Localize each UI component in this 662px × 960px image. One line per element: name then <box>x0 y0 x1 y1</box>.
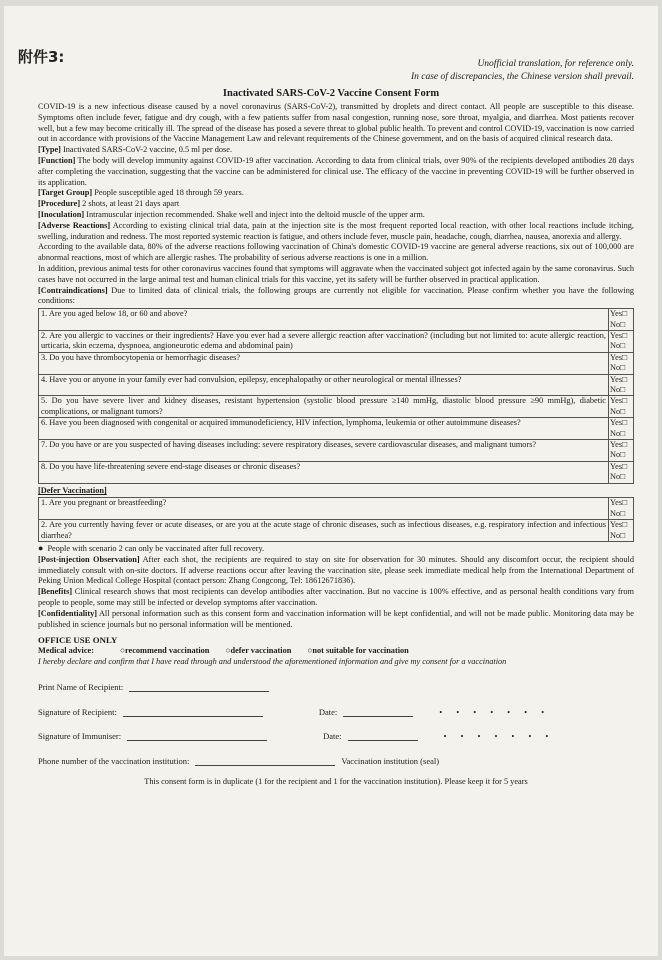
defer-vaccination-heading: [Defer Vaccination] <box>38 485 107 495</box>
yes-checkbox[interactable]: Yes□ <box>610 330 628 340</box>
table-row: 1. Are you aged below 18, or 60 and above? Yes□ No□ <box>39 309 634 331</box>
no-checkbox[interactable]: No□ <box>610 363 626 373</box>
yes-checkbox[interactable]: Yes□ <box>610 461 628 471</box>
contraindications-table <box>38 308 634 484</box>
medical-advice-row <box>38 646 634 657</box>
no-checkbox[interactable]: No□ <box>610 341 626 351</box>
yes-checkbox[interactable]: Yes□ <box>610 352 628 362</box>
yes-checkbox[interactable]: Yes□ <box>610 374 628 384</box>
table-row: 7. Do you have or are you suspected of having diseases including: severe respiratory diseases, severe cardiovascular diseases, and malignant tumors? Yes□ No□ <box>39 440 634 462</box>
office-use-heading: OFFICE USE ONLY <box>38 635 118 646</box>
no-checkbox[interactable]: No□ <box>610 530 626 540</box>
defer-note: ● People with scenario 2 can only be vaccinated after full recovery. <box>38 543 634 555</box>
yes-checkbox[interactable]: Yes□ <box>610 396 628 406</box>
section-post-injection: [Post-injection Observation] After each shot, the recipients are required to stay on site for observation for 30 minutes. Should any discomfort occur, the recipient should immediately consult with on-site doctors. If adverse reactions occur after leaving the vaccination site, please seek immediate medical help from the International Department of Peking Union Medical College Hospital (contact person: Zhang Congcong, Tel: 18612671836). <box>38 554 634 586</box>
section-target-group: [Target Group] People susceptible aged 18 through 59 years. <box>38 188 244 198</box>
no-checkbox[interactable]: No□ <box>610 472 626 482</box>
yes-checkbox[interactable]: Yes□ <box>610 520 628 530</box>
no-checkbox[interactable]: No□ <box>610 428 626 438</box>
no-checkbox[interactable]: No□ <box>610 450 626 460</box>
table-row: 5. Do you have severe liver and kidney diseases, resistant hypertension (systolic blood pressure ≥140 mmHg, diastolic blood pressure ≥90 mmHg), diabetic complications, or malignant tumors? Yes□ No□ <box>39 396 634 418</box>
immuniser-signature-field[interactable] <box>127 731 267 741</box>
medical-advice-label: Medical advice: <box>38 646 94 656</box>
seal-label: Vaccination institution (seal) <box>341 756 440 767</box>
consent-form-page <box>4 6 658 956</box>
declaration-text: I hereby declare and confirm that I have read through and understood the aforementioned information and give my consent for a vaccination <box>38 657 507 667</box>
table-row: 2. Are you currently having fever or acute diseases, or are you at the acute stage of chronic diseases, such as infectious diseases, e.g. respiratory infection and infectious diarrhea? Yes□ No□ <box>39 520 634 542</box>
section-type: [Type] Inactivated SARS-CoV-2 vaccine, 0.5 ml per dose. <box>38 145 233 155</box>
yes-checkbox[interactable]: Yes□ <box>610 309 628 319</box>
recommend-option[interactable]: ○recommend vaccination <box>120 646 210 656</box>
footer-note: This consent form is in duplicate (1 for the recipient and 1 for the vaccination institution). Please keep it for 5 years <box>144 777 528 787</box>
recipient-date-field[interactable] <box>343 707 413 717</box>
section-benefits: [Benefits] Clinical research shows that most recipients can develop antibodies after vaccination. But no vaccine is 100% effective, and as personal health conditions vary from people to people, some may still be infected or develop symptoms after vaccination. <box>38 587 634 608</box>
yes-checkbox[interactable]: Yes□ <box>610 418 628 428</box>
no-checkbox[interactable]: No□ <box>610 384 626 394</box>
form-body <box>38 102 634 788</box>
section-confidentiality: [Confidentiality] All personal information such as this consent form and vaccination information will be kept confidential, and will not be made public. Monitoring data may be published in science journals but no personal information will be mentioned. <box>38 608 634 629</box>
not-suitable-option[interactable]: ○not suitable for vaccination <box>307 646 409 656</box>
adverse-data-paragraph: According to the available data, 80% of the adverse reactions following vaccination of China's domestic COVID-19 vaccine are general adverse reactions, six out of 100,000 are abnormal reactions, most of which are allergic rashes. The probability of serious adverse reactions is one in a million. <box>38 242 634 263</box>
no-checkbox[interactable]: No□ <box>610 406 626 416</box>
recipient-signature-row: Signature of Recipient: Date: ••••••• <box>38 706 559 717</box>
immuniser-signature-row: Signature of Immuniser: Date: ••••••• <box>38 731 563 742</box>
print-name-row: Print Name of Recipient: <box>38 682 634 693</box>
dot-row: ••••••• <box>439 706 559 717</box>
immuniser-date-field[interactable] <box>348 731 418 741</box>
section-contraindications: [Contraindications] Due to limited data of clinical trials, the following groups are currently not eligible for vaccination. Please confirm whether you have the following conditions: <box>38 285 634 306</box>
section-function: [Function] The body will develop immunity against COVID-19 after vaccination. According to data from clinical trials, over 90% of the recipients developed antibodies 28 days after completing the vaccination, suggesting that the vaccine can be administered for clinical use. The efficacy of the vaccine in preventing COVID-19 will be further observed in its application. <box>38 155 634 187</box>
table-row: 6. Have you been diagnosed with congenital or acquired immunodeficiency, HIV infection, lymphoma, leukemia or other autoimmune diseases? Yes□ No□ <box>39 418 634 440</box>
table-row: 1. Are you pregnant or breastfeeding? Yes□ No□ <box>39 498 634 520</box>
defer-option[interactable]: ○defer vaccination <box>225 646 292 656</box>
table-row: 2. Are you allergic to vaccines or their ingredients? Have you ever had a severe allergic reaction after vaccination? (including but not limited to: acute allergic reaction, urticaria, skin eczema, dyspnoea, angioneurotic edema and abdominal pain) Yes□ No□ <box>39 330 634 352</box>
animal-test-paragraph: In addition, previous animal tests for other coronavirus vaccines found that symptoms will aggravate when the vaccinated subject got infected again by the same coronavirus. Such cases have not occurred in the large animal test and human clinical trials for this vaccine, yet its safety will be further observed in practical application. <box>38 263 634 284</box>
form-title: Inactivated SARS-CoV-2 Vaccine Consent Form <box>222 88 440 99</box>
section-inoculation: [Inoculation] Intramuscular injection recommended. Shake well and inject into the deltoid muscle of the upper arm. <box>38 209 425 219</box>
defer-table <box>38 497 634 542</box>
no-checkbox[interactable]: No□ <box>610 319 626 329</box>
section-adverse-reactions: [Adverse Reactions] According to existing clinical trial data, pain at the injection site is the most frequent reported local reaction, with other local reactions include itching, swelling, induration and redness. The most reported systemic reaction is fatigue, and others include fever, muscle pain, headache, cough, diarrhea, nausea, anorexia and allergy. <box>38 220 634 241</box>
table-row: 3. Do you have thrombocytopenia or hemorrhagic diseases? Yes□ No□ <box>39 352 634 374</box>
intro-paragraph: COVID-19 is a new infectious disease caused by a novel coronavirus (SARS-CoV-2), transmitted by droplets and direct contact. All people are susceptible to this disease. Symptoms often include fever, fatigue and dry cough, with a few patients suffer from nasal congestion, running nose, sore throat, myalgia, and diarrhea. Most patients recover well, but a few may become critically ill. The spread of the disease has posed a severe threat to global public health. To prevent and control COVID-19, vaccination is now carried out in accordance with provisions of the Vaccine Management Law and relevant requirements of the Chinese government, and on the basis of acquired clinical research data. <box>38 102 634 144</box>
yes-checkbox[interactable]: Yes□ <box>610 440 628 450</box>
no-checkbox[interactable]: No□ <box>610 508 626 518</box>
print-name-field[interactable] <box>129 682 269 692</box>
recipient-signature-field[interactable] <box>123 707 263 717</box>
phone-field[interactable] <box>195 756 335 766</box>
dot-row: ••••••• <box>443 731 563 742</box>
yes-checkbox[interactable]: Yes□ <box>610 498 628 508</box>
phone-row: Phone number of the vaccination institution: Vaccination institution (seal) <box>38 756 440 767</box>
table-row: 8. Do you have life-threatening severe end-stage diseases or chronic diseases? Yes□ No□ <box>39 461 634 483</box>
section-procedure: [Procedure] 2 shots, at least 21 days apart <box>38 199 180 209</box>
handwritten-annotation: 附件3: <box>18 48 65 66</box>
translation-note: Unofficial translation, for reference only. In case of discrepancies, the Chinese version shall prevail. <box>410 59 634 82</box>
table-row: 4. Have you or anyone in your family ever had convulsion, epilepsy, encephalopathy or other neurological or mental illnesses? Yes□ No□ <box>39 374 634 396</box>
